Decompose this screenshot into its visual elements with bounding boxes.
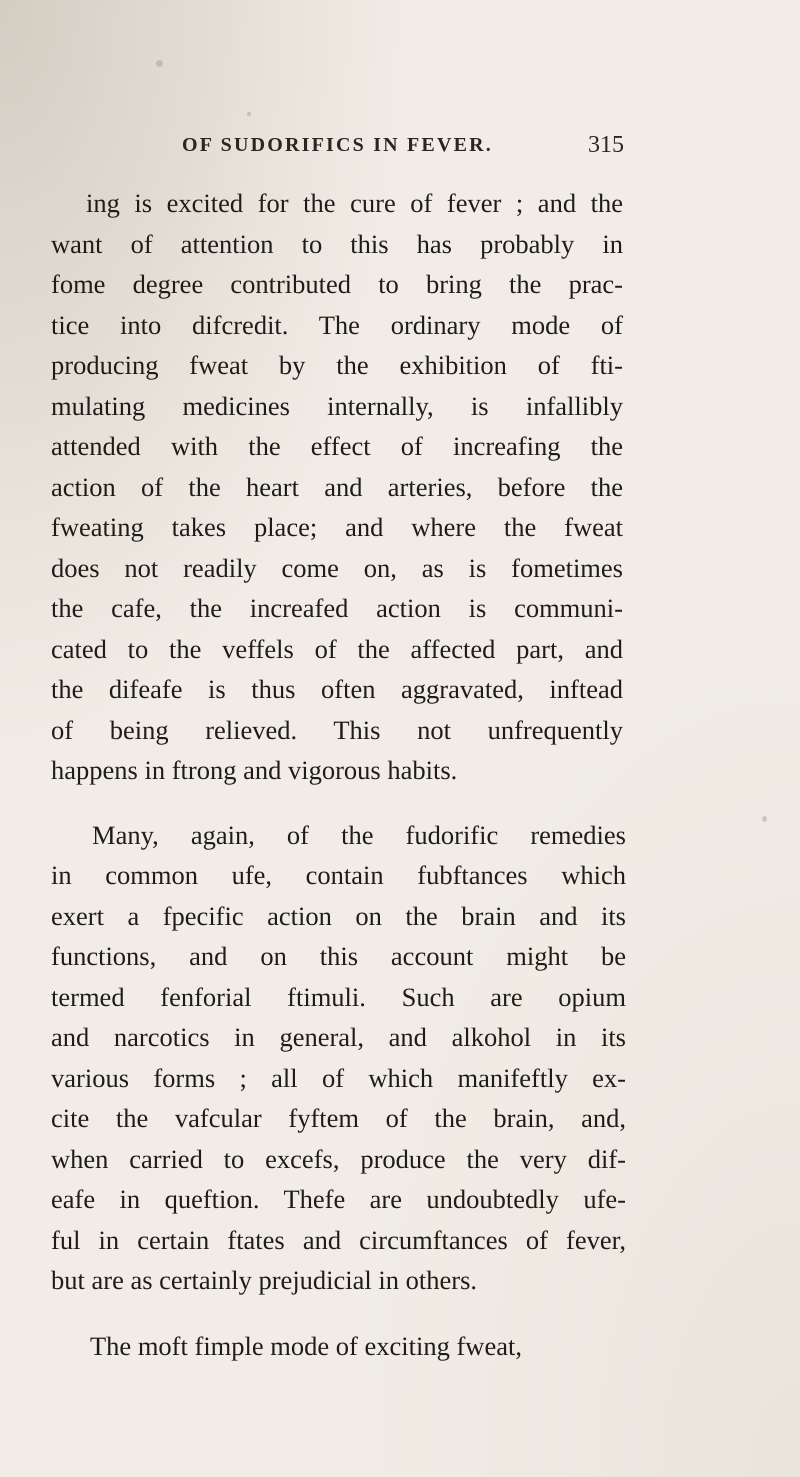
text-line: the difeafe is thus often aggravated, inftead	[51, 674, 623, 704]
text-line: when carried to excefs, produce the very dif-	[51, 1143, 626, 1174]
paragraph	[0, 183, 800, 791]
text-line: exert a fpecific action on the brain and its	[51, 900, 626, 931]
page-number: 315	[588, 132, 624, 158]
text-line: mulating medicines internally, is infallibly	[51, 390, 623, 421]
text-line: ful in certain ftates and circumftances of fever,	[51, 1224, 626, 1255]
text-line: does not readily come on, as is fometimes	[51, 552, 623, 583]
text-line: termed fenforial ftimuli. Such are opium	[51, 981, 626, 1012]
text-line: tice into difcredit. The ordinary mode of	[51, 309, 623, 340]
text-line: functions, and on this account might be	[51, 941, 626, 971]
text-line: of being relieved. This not unfrequently	[51, 714, 623, 745]
text-line: but are as certainly prejudicial in others.	[51, 1265, 478, 1295]
text-line: various forms ; all of which manifeftly ex-	[51, 1062, 626, 1093]
text-line: Many, again, of the fudorific remedies	[92, 819, 626, 850]
text-line: cite the vafcular fyftem of the brain, and,	[51, 1103, 626, 1133]
text-line: eafe in queftion. Thefe are undoubtedly ufe-	[51, 1184, 626, 1214]
text-line: and narcotics in general, and alkohol in its	[51, 1022, 626, 1052]
text-line: producing fweat by the exhibition of fti-	[51, 350, 623, 380]
paragraph	[0, 1326, 800, 1367]
text-line: want of attention to this has probably in	[51, 228, 623, 259]
text-line: happens in ftrong and vigorous habits.	[51, 755, 458, 785]
body-text	[0, 183, 800, 1366]
paper-stain	[247, 112, 251, 116]
text-line: attended with the effect of increafing the	[51, 431, 623, 461]
page-header	[182, 131, 624, 159]
text-line: The moft fimple mode of exciting fweat,	[90, 1330, 522, 1361]
text-line: the cafe, the increafed action is communi-	[51, 593, 623, 623]
text-line: fweating takes place; and where the fweat	[51, 512, 623, 542]
paragraph	[0, 815, 800, 1301]
paper-stain	[156, 60, 163, 67]
text-line: fome degree contributed to bring the prac-	[51, 269, 623, 299]
text-line: cated to the veffels of the affected part, and	[51, 633, 623, 664]
text-line: action of the heart and arteries, before the	[51, 471, 623, 502]
running-head: OF SUDORIFICS IN FEVER.	[182, 134, 494, 156]
text-line: in common ufe, contain fubftances which	[51, 860, 626, 890]
text-line: ing is excited for the cure of fever ; and the	[86, 188, 623, 218]
